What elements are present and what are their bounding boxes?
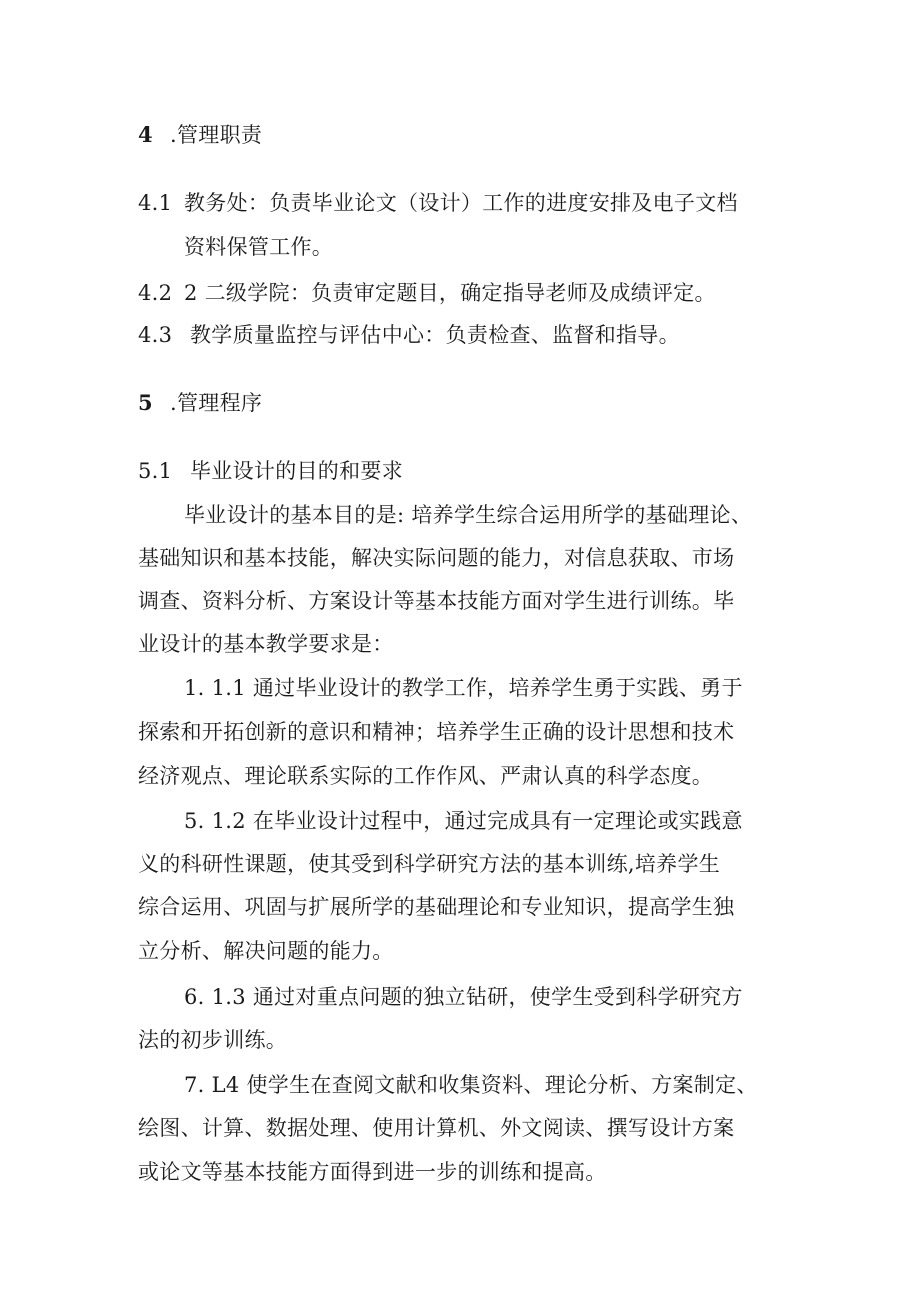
section-5-heading bbox=[138, 388, 262, 418]
subsection-5-1 bbox=[138, 456, 403, 486]
point-2-line-1: 5. 1.2 在毕业设计过程中，通过完成具有一定理论或实践意 bbox=[184, 809, 743, 833]
point-3-line-2: 法的初步训练。 bbox=[138, 1028, 288, 1052]
item-4-1-text: 教务处：负责毕业论文（设计）工作的进度安排及电子文档 bbox=[184, 191, 738, 215]
point-4-line-1: 7. L4 使学生在查阅文献和收集资料、理论分析、方案制定、 bbox=[184, 1073, 758, 1097]
intro-line-3: 调查、资料分析、方案设计等基本技能方面对学生进行训练。毕 bbox=[138, 589, 735, 613]
point-2-line-3: 综合运用、巩固与扩展所学的基础理论和专业知识，提高学生独 bbox=[138, 895, 735, 919]
point-3-line-1: 6. 1.3 通过对重点问题的独立钻研，使学生受到科学研究方 bbox=[184, 985, 743, 1009]
section-4-number: 4 bbox=[138, 122, 153, 147]
item-4-3-text: 教学质量监控与评估中心：负责检查、监督和指导。 bbox=[190, 323, 680, 347]
item-4-2-text: 2 二级学院：负责审定题目，确定指导老师及成绩评定。 bbox=[184, 281, 716, 305]
item-4-2-number: 4.2 bbox=[138, 281, 173, 305]
point-1-line-1: 1. 1.1 通过毕业设计的教学工作，培养学生勇于实践、勇于 bbox=[184, 676, 743, 700]
item-4-2 bbox=[138, 278, 716, 308]
item-4-1 bbox=[138, 188, 738, 218]
subsection-5-1-number: 5.1 bbox=[138, 459, 173, 483]
item-4-1-number: 4.1 bbox=[138, 191, 173, 215]
subsection-5-1-title: 毕业设计的目的和要求 bbox=[190, 459, 403, 483]
point-1-line-2: 探索和开拓创新的意识和精神；培养学生正确的设计思想和技术 bbox=[138, 720, 735, 744]
intro-line-4: 业设计的基本教学要求是： bbox=[138, 632, 394, 656]
item-4-1-continuation: 资料保管工作。 bbox=[184, 235, 334, 259]
item-4-3 bbox=[138, 320, 680, 350]
point-4-line-2: 绘图、计算、数据处理、使用计算机、外文阅读、撰写设计方案 bbox=[138, 1116, 735, 1140]
point-4-line-3: 或论文等基本技能方面得到进一步的训练和提高。 bbox=[138, 1160, 607, 1184]
section-4-heading bbox=[138, 120, 262, 150]
section-4-title: .管理职责 bbox=[170, 123, 263, 147]
intro-line-1: 毕业设计的基本目的是: 培养学生综合运用所学的基础理论、 bbox=[184, 503, 753, 527]
section-5-number: 5 bbox=[138, 390, 153, 415]
section-5-title: .管理程序 bbox=[170, 391, 263, 415]
point-1-line-3: 经济观点、理论联系实际的工作作风、严肃认真的科学态度。 bbox=[138, 764, 714, 788]
point-2-line-2: 义的科研性课题，使其受到科学研究方法的基本训练,培养学生 bbox=[138, 852, 721, 876]
point-2-line-4: 立分析、解决问题的能力。 bbox=[138, 939, 394, 963]
intro-line-2: 基础知识和基本技能，解决实际问题的能力，对信息获取、市场 bbox=[138, 546, 735, 570]
item-4-3-number: 4.3 bbox=[138, 323, 173, 347]
